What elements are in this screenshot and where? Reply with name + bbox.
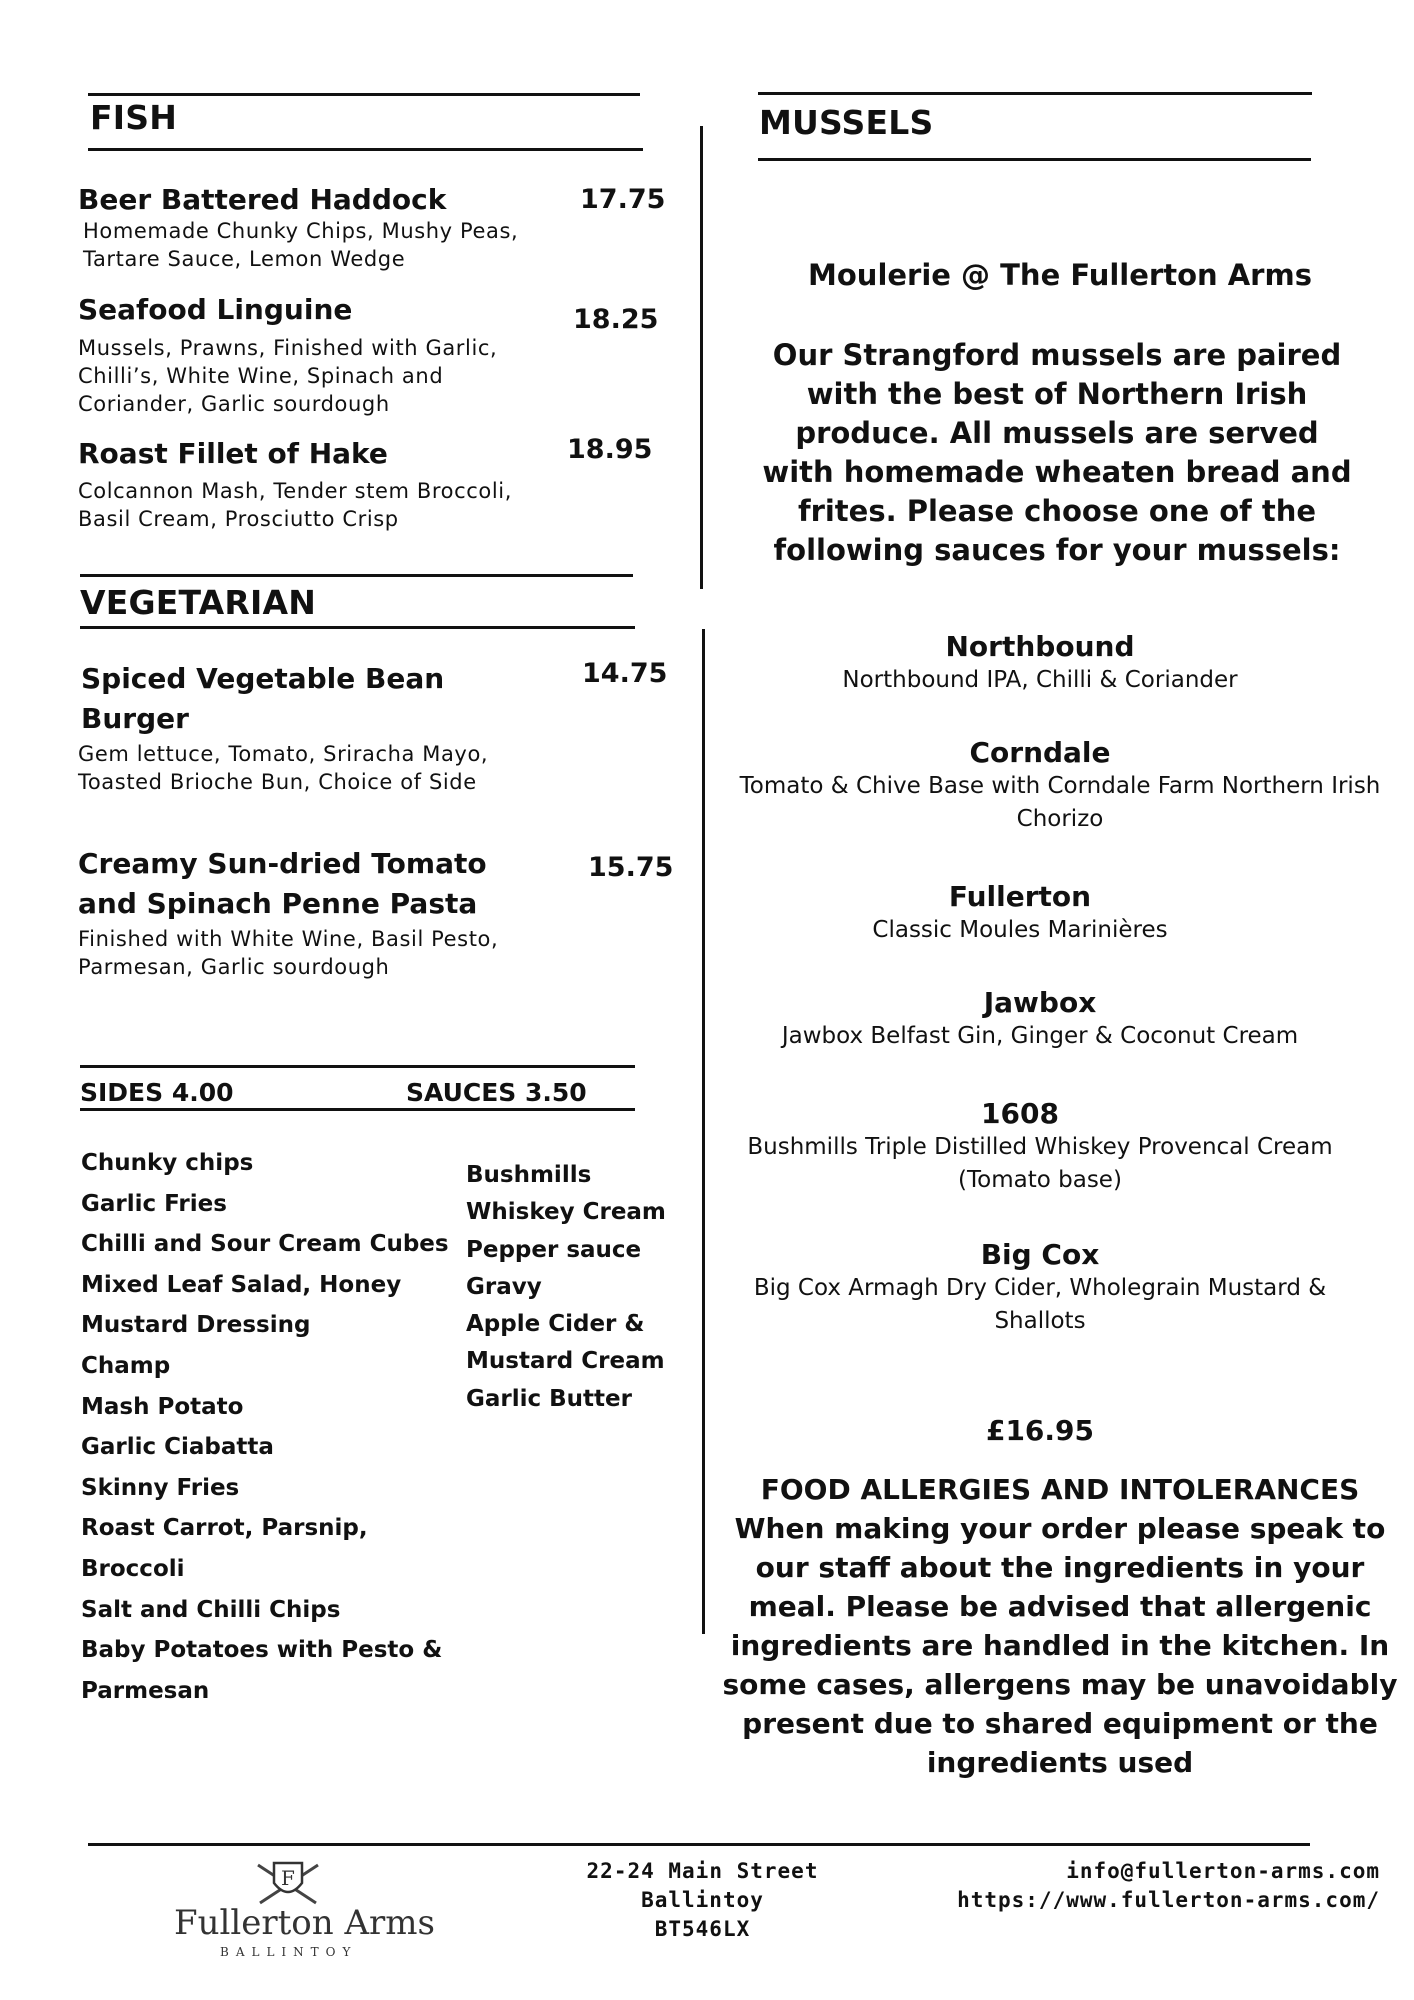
divider — [700, 126, 703, 589]
divider — [80, 626, 635, 629]
sauce-name: Northbound — [945, 630, 1135, 663]
logo-subtitle: BALLINTOY — [220, 1945, 358, 1959]
dish-price: 18.25 — [573, 304, 659, 335]
address-line: 22-24 Main Street Ballintoy — [586, 1859, 819, 1912]
list-item: Champ — [81, 1352, 171, 1379]
allergy-text: When making your order please speak to our staff about the ingredients in your meal. Please be advised that allergenic ingredients are handled in the kitchen. In some cases, allergens may be unavoidably present due to shared equipment or the ingredients used — [722, 1512, 1398, 1779]
dish-description: Homemade Chunky Chips, Mushy Peas, Tartare Sauce, Lemon Wedge — [83, 219, 519, 271]
list-item: Garlic Ciabatta — [81, 1434, 274, 1461]
logo-text: Fullerton Arms — [174, 1903, 435, 1943]
list-item: Roast Carrot, Parsnip, — [81, 1515, 368, 1542]
dish-name: Beer Battered Haddock — [78, 183, 447, 216]
dish-price: 17.75 — [580, 184, 666, 215]
sauce-description: Classic Moules Marinières — [872, 917, 1168, 943]
allergy-title: FOOD ALLERGIES AND INTOLERANCES — [760, 1473, 1360, 1506]
sauce-name: Jawbox — [983, 986, 1097, 1019]
list-item: Salt and Chilli Chips — [81, 1596, 341, 1623]
divider — [758, 158, 1311, 161]
list-item: Pepper sauce — [466, 1236, 642, 1263]
sides-heading: SIDES 4.00 — [80, 1078, 234, 1107]
list-item: Bushmills — [466, 1162, 592, 1188]
sauce-description: Northbound IPA, Chilli & Coriander — [842, 667, 1238, 693]
sauce-description: Bushmills Triple Distilled Whiskey Provencal Cream (Tomato base) — [747, 1134, 1333, 1193]
mussels-price: £16.95 — [985, 1414, 1095, 1447]
dish-price: 14.75 — [582, 658, 668, 689]
divider — [80, 1108, 635, 1111]
list-item: Mash Potato — [81, 1393, 244, 1420]
sauce-name: Fullerton — [948, 880, 1092, 913]
dish-description: Mussels, Prawns, Finished with Garlic, Chilli’s, White Wine, Spinach and Coriander, Garlic sourdough — [78, 336, 498, 416]
dish-price: 15.75 — [588, 852, 674, 883]
divider — [758, 92, 1312, 95]
list-item: Apple Cider & — [466, 1311, 645, 1338]
sauce-description: Big Cox Armagh Dry Cider, Wholegrain Mustard & Shallots — [753, 1275, 1327, 1334]
dish-description: Gem lettuce, Tomato, Sriracha Mayo, Toasted Brioche Bun, Choice of Side — [78, 742, 489, 794]
dish-name: Roast Fillet of Hake — [78, 437, 388, 470]
mussels-section-title: MUSSELS — [759, 103, 934, 142]
list-item: Mixed Leaf Salad, Honey — [81, 1271, 402, 1298]
address — [520, 1857, 885, 1944]
dish-name: Creamy Sun-dried Tomato and Spinach Penne Pasta — [78, 847, 487, 920]
divider — [88, 148, 643, 151]
list-item: Parmesan — [81, 1677, 210, 1704]
mussels-intro: Our Strangford mussels are paired with the best of Northern Irish produce. All mussels are served with homemade wheaten bread and frites. Please choose one of the following sauces for your mussels: — [762, 338, 1352, 567]
dish-price: 18.95 — [567, 434, 653, 465]
crest-icon — [252, 1857, 324, 1907]
list-item: Chunky chips — [81, 1150, 254, 1176]
sauce-name: Big Cox — [980, 1238, 1100, 1271]
sauces-heading: SAUCES 3.50 — [406, 1078, 587, 1107]
list-item: Baby Potatoes with Pesto & — [81, 1637, 443, 1664]
list-item: Garlic Fries — [81, 1190, 227, 1217]
website-link[interactable]: https://www.fullerton-arms.com/ — [957, 1888, 1380, 1912]
divider — [80, 574, 633, 577]
dish-description: Finished with White Wine, Basil Pesto, Parmesan, Garlic sourdough — [78, 927, 499, 979]
list-item: Whiskey Cream — [466, 1199, 666, 1226]
sauce-description: Jawbox Belfast Gin, Ginger & Coconut Cream — [781, 1023, 1299, 1049]
list-item: Mustard Cream — [466, 1348, 665, 1375]
dish-name: Spiced Vegetable Bean Burger — [81, 662, 445, 735]
vegetarian-section-title: VEGETARIAN — [80, 583, 317, 622]
list-item: Gravy — [466, 1273, 542, 1300]
list-item: Skinny Fries — [81, 1474, 240, 1501]
dish-description: Colcannon Mash, Tender stem Broccoli, Basil Cream, Prosciutto Crisp — [78, 479, 512, 531]
sides-list — [81, 1143, 449, 1711]
divider — [80, 1065, 635, 1068]
email-link[interactable]: info@fullerton-arms.com — [1066, 1859, 1380, 1883]
venue-name: Moulerie @ The Fullerton Arms — [808, 258, 1312, 292]
divider — [88, 93, 640, 96]
sauce-name: Corndale — [969, 736, 1111, 769]
svg-text:F: F — [281, 1866, 295, 1890]
postcode: BT546LX — [654, 1917, 751, 1941]
contact — [930, 1857, 1380, 1915]
sauce-description: Tomato & Chive Base with Corndale Farm Northern Irish Chorizo — [739, 773, 1381, 832]
list-item: Garlic Butter — [466, 1385, 632, 1412]
dish-name: Seafood Linguine — [78, 293, 353, 326]
sauce-name: 1608 — [981, 1097, 1059, 1130]
divider — [702, 629, 705, 1634]
list-item: Broccoli — [81, 1555, 185, 1582]
list-item: Mustard Dressing — [81, 1312, 311, 1339]
list-item: Chilli and Sour Cream Cubes — [81, 1231, 449, 1258]
fish-section-title: FISH — [90, 98, 178, 137]
footer-divider — [88, 1843, 1310, 1846]
sauces-list — [466, 1157, 666, 1418]
